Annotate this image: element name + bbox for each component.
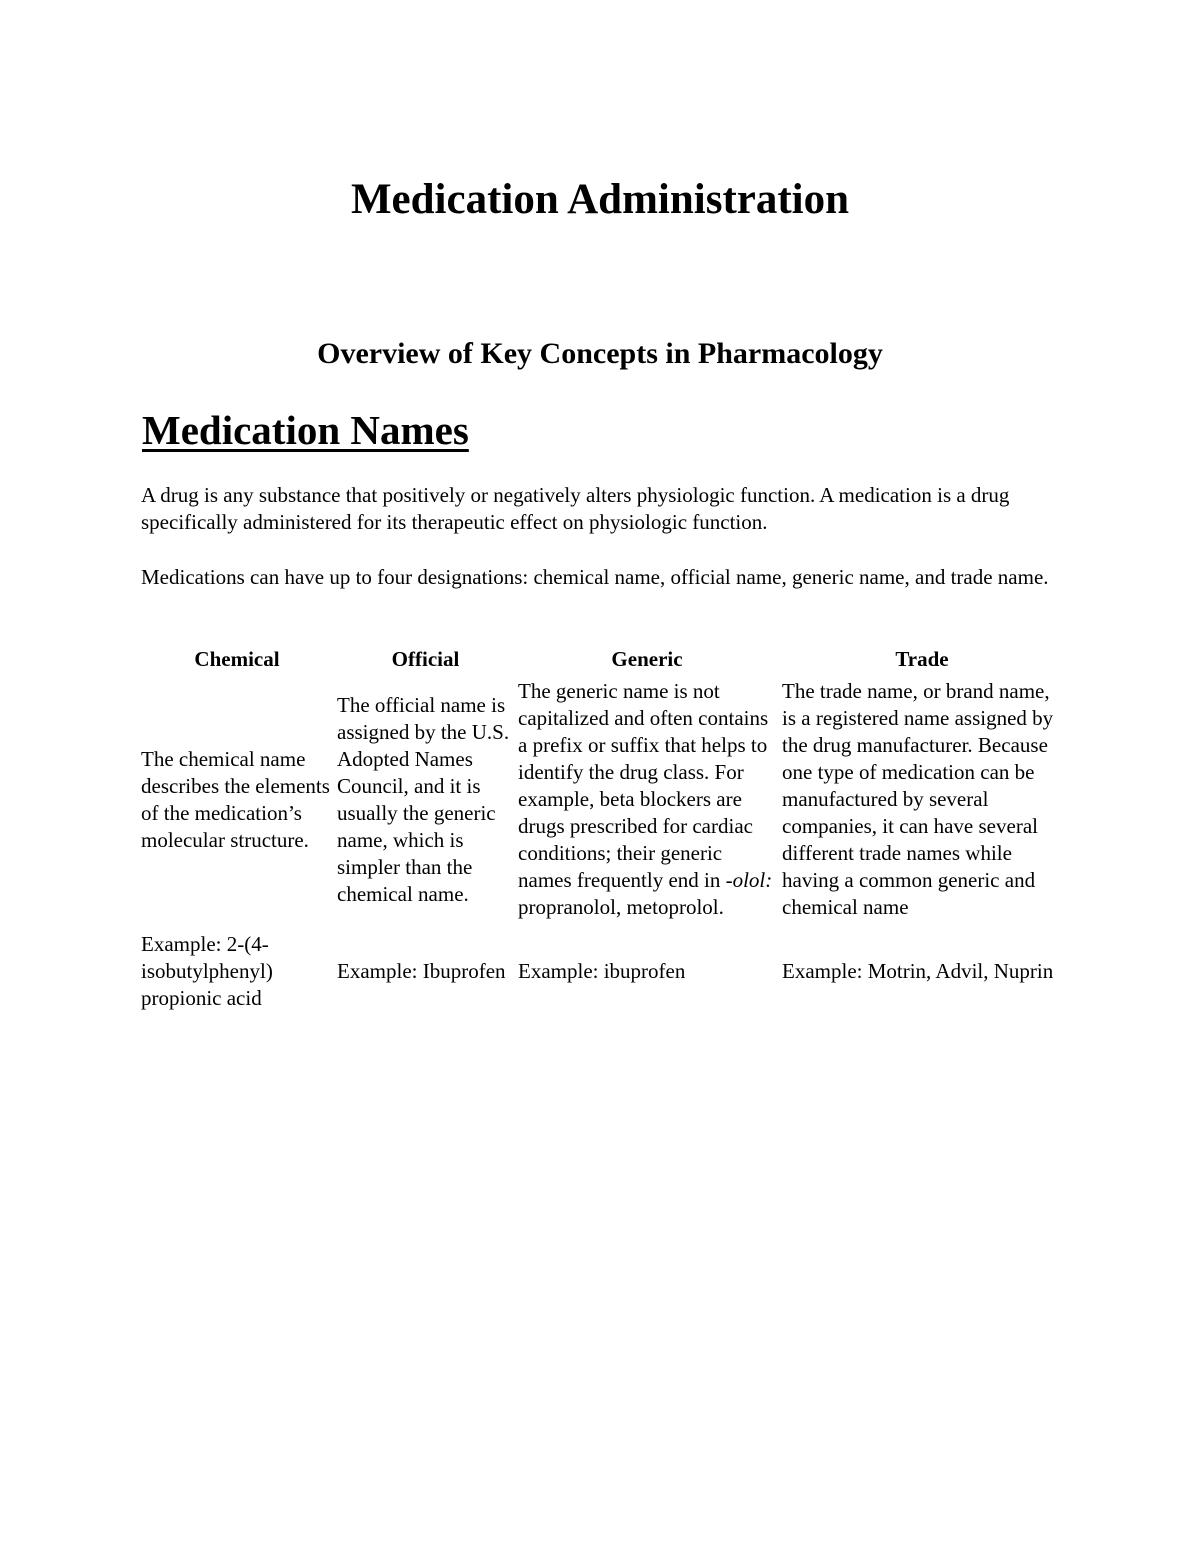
generic-description-examples: propranolol, metoprolol. xyxy=(518,895,724,919)
generic-suffix-olol: -olol: xyxy=(725,868,773,892)
paragraph-drug-definition: A drug is any substance that positively or negatively alters physiologic function. A medication is a drug specifically administered for its therapeutic effect on physiologic function. xyxy=(141,483,1010,534)
medication-names-table xyxy=(139,644,1066,1012)
table-row-examples xyxy=(139,927,1066,1012)
cell-official-example: Example: Ibuprofen xyxy=(337,959,506,983)
cell-generic-description xyxy=(516,676,778,927)
table-header-row xyxy=(139,644,1066,676)
paragraph-designations: Medications can have up to four designations: chemical name, official name, generic name, and trade name. xyxy=(141,565,1049,589)
cell-chemical-description: The chemical name describes the elements of the medication’s molecular structure. xyxy=(141,746,330,852)
section-heading-medication-names: Medication Names xyxy=(142,407,469,453)
cell-official-description: The official name is assigned by the U.S. Adopted Names Council, and it is usually the generic name, which is simpler than the chemical name. xyxy=(337,692,510,906)
cell-chemical-example: Example: 2-(4-isobutylphenyl) propionic acid xyxy=(141,932,273,1010)
header-official: Official xyxy=(391,647,460,671)
generic-description-text: The generic name is not capitalized and often contains a prefix or suffix that helps to identify the drug class. For example, beta blockers are drugs prescribed for cardiac conditions; their generic names frequently end in xyxy=(518,679,769,892)
cell-generic-example: Example: ibuprofen xyxy=(518,959,686,983)
header-generic: Generic xyxy=(611,647,683,671)
cell-trade-description: The trade name, or brand name, is a registered name assigned by the drug manufacturer. Because one type of medication can be manufactured by several companies, it can have several different trade names while having a common generic and chemical name xyxy=(782,679,1054,919)
header-trade: Trade xyxy=(895,647,949,671)
document-subtitle: Overview of Key Concepts in Pharmacology xyxy=(317,337,883,370)
header-chemical: Chemical xyxy=(194,647,280,671)
table-row-descriptions xyxy=(139,676,1066,927)
cell-trade-example: Example: Motrin, Advil, Nuprin xyxy=(782,959,1054,983)
document-title: Medication Administration xyxy=(350,176,850,223)
